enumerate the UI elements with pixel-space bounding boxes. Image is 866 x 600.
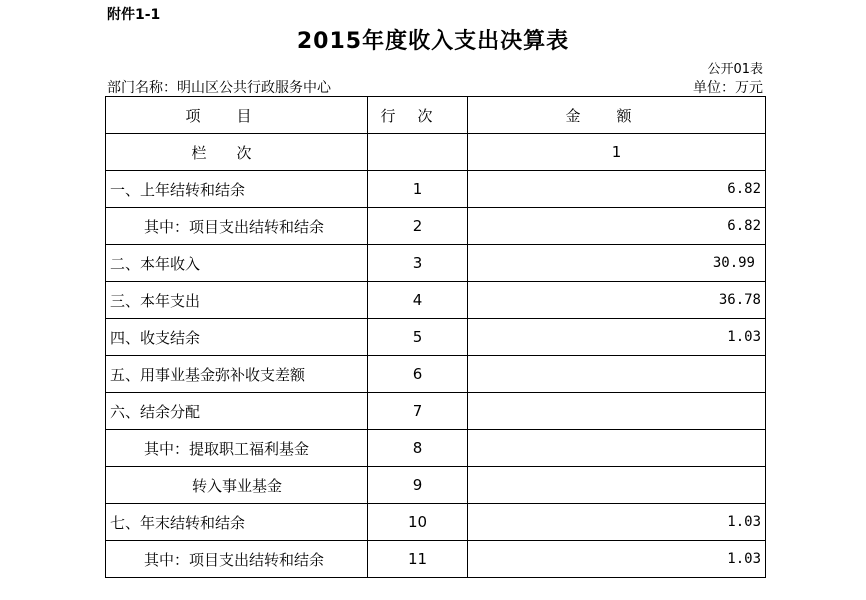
row-item: 三、本年支出 (106, 282, 368, 319)
table-row (106, 541, 766, 578)
row-item: 四、收支结余 (106, 319, 368, 356)
row-amount: 36.78 (468, 282, 766, 319)
table-row (106, 393, 766, 430)
table-row (106, 356, 766, 393)
table-row (106, 467, 766, 504)
row-line: 6 (368, 356, 468, 393)
table-row (106, 504, 766, 541)
table-row (106, 430, 766, 467)
row-amount: 6.82 (468, 208, 766, 245)
row-amount (468, 430, 766, 467)
row-amount: 1.03 (468, 504, 766, 541)
row-item: 五、用事业基金弥补收支差额 (106, 356, 368, 393)
attachment-label: 附件1-1 (107, 7, 161, 23)
column-index-amount: 1 (468, 134, 766, 171)
table-row (106, 319, 766, 356)
table-row (106, 245, 766, 282)
table-row (106, 171, 766, 208)
header-amount: 金额 (468, 97, 766, 134)
row-amount (468, 467, 766, 504)
row-amount: 1.03 (468, 541, 766, 578)
column-index-label: 栏次 (106, 134, 368, 171)
row-line: 11 (368, 541, 468, 578)
row-line: 1 (368, 171, 468, 208)
row-amount: 6.82 (468, 171, 766, 208)
header-row (106, 97, 766, 134)
row-item: 其中：项目支出结转和结余 (106, 208, 368, 245)
row-item: 二、本年收入 (106, 245, 368, 282)
header-item: 项目 (106, 97, 368, 134)
row-item: 转入事业基金 (106, 467, 368, 504)
row-line: 9 (368, 467, 468, 504)
row-line: 7 (368, 393, 468, 430)
row-line: 2 (368, 208, 468, 245)
column-index-row (106, 134, 766, 171)
row-amount: 30.99 (468, 245, 766, 282)
report-title: 2015年度收入支出决算表 (296, 29, 570, 54)
row-line: 5 (368, 319, 468, 356)
row-item: 一、上年结转和结余 (106, 171, 368, 208)
row-line: 4 (368, 282, 468, 319)
row-line: 10 (368, 504, 468, 541)
table-row (106, 208, 766, 245)
row-line: 8 (368, 430, 468, 467)
row-item: 七、年末结转和结余 (106, 504, 368, 541)
row-item: 其中：提取职工福利基金 (106, 430, 368, 467)
form-number: 公开01表 (707, 62, 763, 77)
unit-label: 单位：万元 (693, 80, 763, 96)
row-amount (468, 356, 766, 393)
budget-table (105, 96, 766, 578)
row-amount (468, 393, 766, 430)
department-name: 部门名称：明山区公共行政服务中心 (107, 80, 331, 96)
row-item: 六、结余分配 (106, 393, 368, 430)
table-row (106, 282, 766, 319)
row-item: 其中：项目支出结转和结余 (106, 541, 368, 578)
row-amount: 1.03 (468, 319, 766, 356)
row-line: 3 (368, 245, 468, 282)
column-index-line (368, 134, 468, 171)
header-line: 行次 (368, 97, 468, 134)
